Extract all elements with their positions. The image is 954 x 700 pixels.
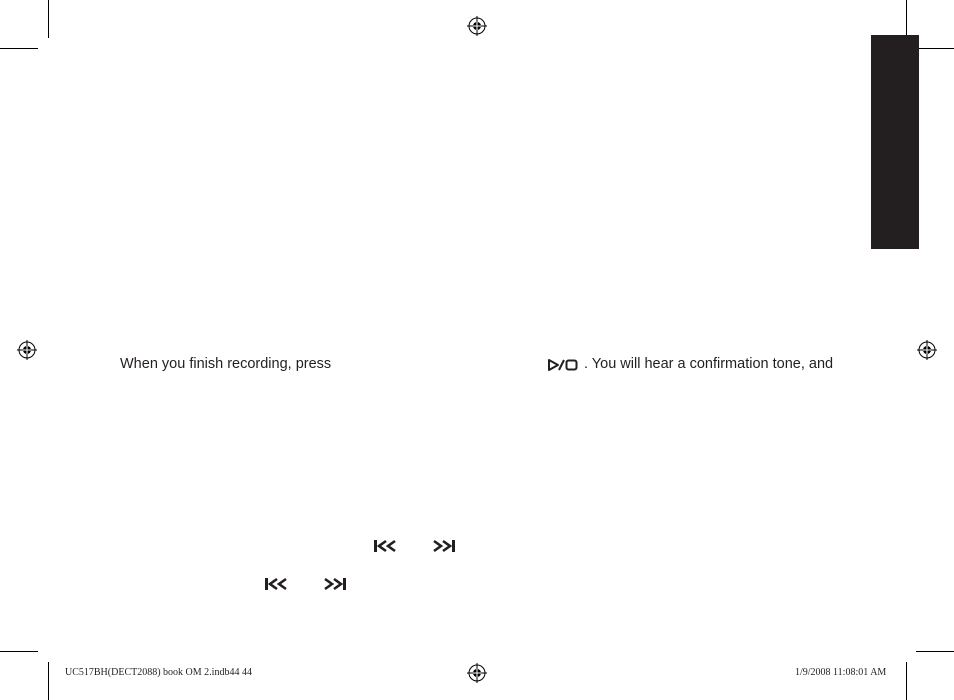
slug-timestamp: 1/9/2008 11:08:01 AM — [795, 667, 887, 678]
crop-mark-top-right-v — [906, 0, 907, 38]
crop-mark-bottom-left-v — [48, 662, 49, 700]
registration-mark-left-icon — [17, 340, 37, 360]
skip-back-key-icon — [264, 577, 290, 593]
skip-back-key-icon — [373, 539, 399, 555]
registration-mark-top-icon — [467, 16, 487, 36]
registration-mark-right-icon — [917, 340, 937, 360]
skip-forward-key-icon — [322, 577, 348, 593]
play-stop-key-icon — [547, 358, 579, 374]
crop-mark-top-right-h — [916, 48, 954, 49]
section-tab — [871, 35, 919, 249]
crop-mark-top-left-v — [48, 0, 49, 38]
slug-filename: UC517BH(DECT2088) book OM 2.indb44 44 — [65, 667, 252, 678]
crop-mark-top-left-h — [0, 48, 38, 49]
crop-mark-bottom-right-v — [906, 662, 907, 700]
registration-mark-bottom-icon — [467, 663, 487, 683]
crop-mark-bottom-right-h — [916, 651, 954, 652]
body-text-right: . You will hear a confirmation tone, and — [584, 356, 834, 372]
body-text-left: When you finish recording, press — [120, 356, 332, 372]
skip-forward-key-icon — [431, 539, 457, 555]
crop-mark-bottom-left-h — [0, 651, 38, 652]
